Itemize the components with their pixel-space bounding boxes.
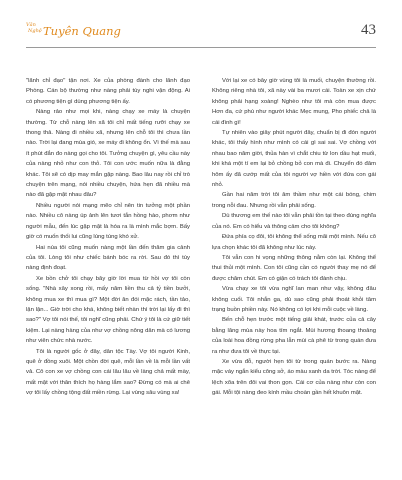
page-header	[26, 22, 376, 44]
paragraph: Bến chỗ hẹn trước một tiếng giải khát, trước của cả cây bằng lăng mùa này hoa tím ngắt. Mùi hương thoang thoảng của loài hoa đồng rừng pha lẫn mùi cà phê từ trong quán đưa ra như đưa tôi về thực tại.	[212, 317, 376, 355]
paragraph: Gần hai năm trời tôi âm thầm như một cái bóng, chim trong nỗi đau. Nhưng rồi vẫn phải sống.	[212, 192, 376, 209]
paragraph: Nàng rảo như mọi khi, nàng chạy xe máy là chuyện thường. Từ chỗ nàng lên xã tôi chỉ mất tiếng rưỡi chạy xe thong thả. Nàng đi nhiều xã, nhưng lên chỗ tôi thì chưa lần nào. Trời lại đang mùa gió, xe máy đi không ổn. Vì thế mà sau ít phút đắn đo nàng gọi cho tôi. Tưởng chuyện gì, yêu cầu này của nàng nhỏ như con thỏ. Tôi con ước muốn nữa là đằng khác. Tôi sẽ có dịp may mắn gặp nàng. Bao lâu nay rồi chỉ trò chuyện trên mạng, nói nhiều chuyện, hứa hẹn đã nhiều mà nào đã gặp mặt nhau đâu?	[26, 109, 190, 199]
logo-word-van: Văn	[26, 22, 36, 28]
paragraph: Tôi vẫn con hi vọng những thông nằm còn lại. Không thể thui thủi một mình. Con tôi cũng cần có người thay mẹ nó để được chăm chút. Em có giận có trách tôi đành chịu.	[212, 254, 376, 282]
right-column	[212, 76, 376, 399]
paragraph: Dù thương em thế nào tôi vẫn phải tồn tại theo đúng nghĩa của nó. Em có hiểu và thông cảm cho tôi không?	[212, 213, 376, 230]
paragraph: Nhiều người nói mạng mẽo chỉ nên tin tưởng một phần nào. Nhiều cô nàng úp ảnh lên tươi tắn hồng hào, phơm như người mẫu, đến lúc gặp mặt là hóa ra là mình mắc bợm. Bấy giờ có muốn thối lui cũng lúng túng khó xử.	[26, 202, 190, 241]
logo-word-nghe: Nghệ	[28, 28, 42, 34]
paragraph: Với lại xe có bây giờ vùng tôi là muối, chuyện thường rồi. Không riêng nhà tôi, xã này vài ba mươi cái. Toàn xe xịn chứ không phải hạng xoàng! Nghèo như tôi mà còn mua được Hơn đa, cứ phú như người khác Mẹc mung, Pho phiếc chả là cái đình gì!	[212, 78, 376, 126]
left-column	[26, 76, 190, 399]
paragraph: "lãnh chỉ đạo" tận nơi. Xe của phòng đành cho lãnh đạo Phòng. Cán bộ thường như nàng phải tùy nghi vận động. Ai có phương tiện gì dùng phương tiện ấy.	[26, 78, 190, 105]
paragraph: Xe bồn chở tôi chạy bây giờ lời mua từ hồi vợ tôi còn sống. "Nhà xây xong rồi, mấy năm liền thu cả tỷ tiền bưởi, không mua xe thì mua gì? Một đời ăn đói mặc rách, tần tảo, lận lận... Giờ trời cho khá, không biết nhàn thì trời lại lấy đi thì sao?" Vợ tôi nói thế, tôi nghĩ cũng phải. Chứ ý tôi là cứ giữ tiết kiệm. Lại nàng hàng của như vợ chồng nông dân mà có lương như viên chức nhà nước.	[26, 275, 190, 345]
paragraph: Vừa chạy xe tôi vừa nghĩ lan man như vậy, không đâu không cuối. Tôi nhắn ga, dù sao cũng phải thoát khỏi tâm trạng buồn phiền này. Nó không có lợi khi mỗi cuộc về làng.	[212, 286, 376, 313]
paragraph: Hai núa tôi cũng muốn nàng một lần đến thăm gia cảnh của tôi. Lòng tôi như chiếc bánh bóc ra rời. Sau đó thì tùy nàng định đoạt.	[26, 244, 190, 272]
logo-title: Tuyên Quang	[43, 24, 121, 38]
paragraph: Đứa phía cọ đôi, tôi không thể sống mãi một mình. Nếu cô lựa chọn khác tôi đã không như lúc này.	[212, 234, 376, 251]
paragraph: Tôi là người gốc ở đây, dân tộc Tày. Vợ tôi người Kinh, quê ở đồng xuôi. Một chồn đời quê, mỗi lần về là mỗi lần vất vả. Cô con xe vợ chồng con cái lâu lâu về làng chả mất mày, mất mặt với thân thích họ hàng lắm sao? Đừng có mà ai chê vợ tôi lấy chồng tộng đất miền rừng. Lại vùng sâu vùng xa!	[26, 348, 190, 397]
header-divider	[26, 47, 376, 48]
page-number: 43	[361, 22, 376, 38]
paragraph: Tự nhiên vào giây phút người đây, chuẩn bị đi đón người khác, tôi thấy hình như mình có cái gì sai sai. Vợ chồng với nhau bao năm giời, thủa hàn vì chắt chiu từ lon dầu hạt muối, khi khá một tí em lại bỏ chồng bỏ con mà đi. Chuyển đó đâm hôm ấy đã cướp mất của tôi người vợ hiền với đứa con gái nhỏ.	[212, 130, 376, 189]
paragraph: Xe vừa đỗ, người hẹn tôi từ trong quán bước ra. Nàng mặc váy ngắn kiểu công sở, áo màu xanh da trời. Tóc nàng để lệch xõa trên đôi vai thon gọn. Cái cơ của nàng như còn con gái. Mỗi tội nàng đeo kính mầu choàn gần hết khuôn mặt.	[212, 358, 376, 397]
